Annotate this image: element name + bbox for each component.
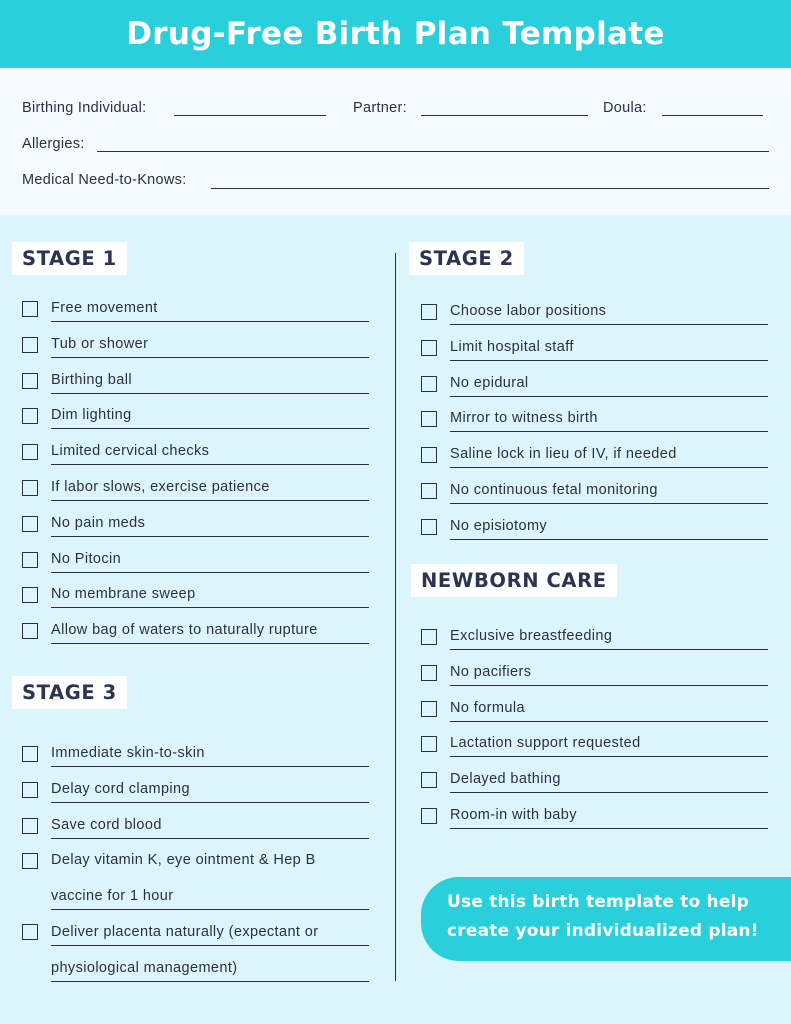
checkbox-newborn-5[interactable]: [421, 808, 437, 824]
checklist-item-label: Lactation support requested: [450, 735, 641, 752]
allergies-label: Allergies:: [22, 136, 85, 152]
checkbox-stage2-4[interactable]: [421, 447, 437, 463]
checkbox-stage1-4[interactable]: [22, 444, 38, 460]
item-underline: [51, 464, 369, 465]
checkbox-deliver-placenta[interactable]: [22, 924, 38, 940]
item-underline: [450, 324, 768, 325]
checkbox-stage3-0[interactable]: [22, 746, 38, 762]
checklist-item-label: No pacifiers: [450, 663, 532, 680]
item-underline: [450, 431, 768, 432]
item-deliver-placenta-line1: Deliver placenta naturally (expectant or: [51, 924, 319, 940]
checkbox-stage2-6[interactable]: [421, 519, 437, 535]
item-underline: [51, 572, 369, 573]
doula-field[interactable]: [662, 115, 763, 116]
item-underline: [450, 539, 768, 540]
checkbox-stage2-0[interactable]: [421, 304, 437, 320]
item-underline: [51, 357, 369, 358]
partner-field[interactable]: [421, 115, 588, 116]
stage1-title: STAGE 1: [12, 242, 127, 275]
checklist-item-label: Tub or shower: [51, 335, 149, 352]
checkbox-stage1-8[interactable]: [22, 587, 38, 603]
item-underline: [51, 945, 369, 946]
birthing-individual-field[interactable]: [174, 115, 326, 116]
checklist-item-label: Limited cervical checks: [51, 443, 210, 460]
item-delay-vitamin-k-line1: Delay vitamin K, eye ointment & Hep B: [51, 852, 316, 868]
checkbox-stage2-5[interactable]: [421, 483, 437, 499]
checklist-item-label: Free movement: [51, 300, 158, 316]
checklist-item-label: Exclusive breastfeeding: [450, 628, 613, 644]
medical-label: Medical Need-to-Knows:: [22, 172, 187, 188]
item-underline: [450, 649, 768, 650]
checkbox-stage1-0[interactable]: [22, 301, 38, 317]
item-underline: [450, 396, 768, 397]
checkbox-delay-vitamin-k[interactable]: [22, 853, 38, 869]
checkbox-stage1-1[interactable]: [22, 337, 38, 353]
checklist-item-label: Allow bag of waters to naturally rupture: [51, 622, 318, 639]
item-underline: [450, 828, 768, 829]
item-underline: [450, 467, 768, 468]
partner-label: Partner:: [353, 100, 407, 116]
callout-text: [447, 888, 777, 946]
page-title: Drug-Free Birth Plan Template: [126, 16, 665, 52]
checklist-item-label: Choose labor positions: [450, 303, 607, 319]
checkbox-stage2-1[interactable]: [421, 340, 437, 356]
checkbox-newborn-4[interactable]: [421, 772, 437, 788]
item-underline: [51, 643, 369, 644]
checklist-item-label: Birthing ball: [51, 371, 132, 388]
checkbox-newborn-1[interactable]: [421, 665, 437, 681]
checklist-item-label: No epidural: [450, 374, 529, 391]
birthing-individual-label: Birthing Individual:: [22, 100, 147, 116]
checklist-item-label: Delayed bathing: [450, 771, 561, 788]
item-underline: [450, 360, 768, 361]
checklist-item-label: If labor slows, exercise patience: [51, 479, 270, 495]
checklist-item-label: No membrane sweep: [51, 586, 196, 603]
checklist-item-label: Limit hospital staff: [450, 338, 574, 355]
checklist-item-label: No formula: [450, 699, 525, 716]
checklist-item-label: No Pitocin: [51, 550, 122, 567]
item-deliver-placenta-line2: physiological management): [51, 960, 238, 976]
checklist-item-label: Mirror to witness birth: [450, 410, 598, 427]
checklist-item-label: No continuous fetal monitoring: [450, 482, 658, 498]
checklist-item-label: Save cord blood: [51, 816, 162, 833]
item-underline: [450, 756, 768, 757]
info-section: [0, 68, 791, 215]
item-underline: [450, 721, 768, 722]
checkbox-stage3-2[interactable]: [22, 818, 38, 834]
checklist-item-label: No episiotomy: [450, 517, 548, 534]
item-underline: [450, 792, 768, 793]
callout-line1: Use this birth template to help: [447, 892, 749, 912]
checkbox-stage1-9[interactable]: [22, 623, 38, 639]
checkbox-stage3-1[interactable]: [22, 782, 38, 798]
checkbox-stage1-2[interactable]: [22, 373, 38, 389]
item-underline: [51, 981, 369, 982]
allergies-field[interactable]: [97, 151, 769, 152]
item-underline: [51, 766, 369, 767]
checklist-item-label: Immediate skin-to-skin: [51, 745, 205, 761]
medical-field[interactable]: [211, 188, 769, 189]
item-underline: [450, 503, 768, 504]
checklist-item-label: Saline lock in lieu of IV, if needed: [450, 446, 677, 463]
checklist-item-label: Delay cord clamping: [51, 780, 190, 797]
page-header: [0, 0, 791, 68]
checklist-item-label: No pain meds: [51, 514, 146, 531]
item-underline: [51, 838, 369, 839]
checkbox-newborn-2[interactable]: [421, 701, 437, 717]
checkbox-stage1-3[interactable]: [22, 408, 38, 424]
column-divider: [395, 253, 396, 981]
checkbox-stage2-3[interactable]: [421, 411, 437, 427]
item-underline: [450, 685, 768, 686]
checkbox-stage1-5[interactable]: [22, 480, 38, 496]
item-underline: [51, 536, 369, 537]
checklist-item-label: Room-in with baby: [450, 807, 577, 823]
doula-label: Doula:: [603, 100, 647, 116]
checklist-item-label: Dim lighting: [51, 407, 132, 424]
callout-line2: create your individualized plan!: [447, 921, 759, 941]
item-underline: [51, 321, 369, 322]
item-underline: [51, 500, 369, 501]
item-underline: [51, 802, 369, 803]
checkbox-stage1-6[interactable]: [22, 516, 38, 532]
item-underline: [51, 428, 369, 429]
item-underline: [51, 607, 369, 608]
checkbox-newborn-3[interactable]: [421, 736, 437, 752]
stage2-title: STAGE 2: [409, 242, 524, 275]
item-underline: [51, 909, 369, 910]
newborn-care-title: NEWBORN CARE: [411, 564, 617, 597]
stage3-title: STAGE 3: [12, 676, 127, 709]
checkbox-stage2-2[interactable]: [421, 376, 437, 392]
item-underline: [51, 393, 369, 394]
checkbox-newborn-0[interactable]: [421, 629, 437, 645]
item-delay-vitamin-k-line2: vaccine for 1 hour: [51, 888, 174, 904]
checkbox-stage1-7[interactable]: [22, 552, 38, 568]
